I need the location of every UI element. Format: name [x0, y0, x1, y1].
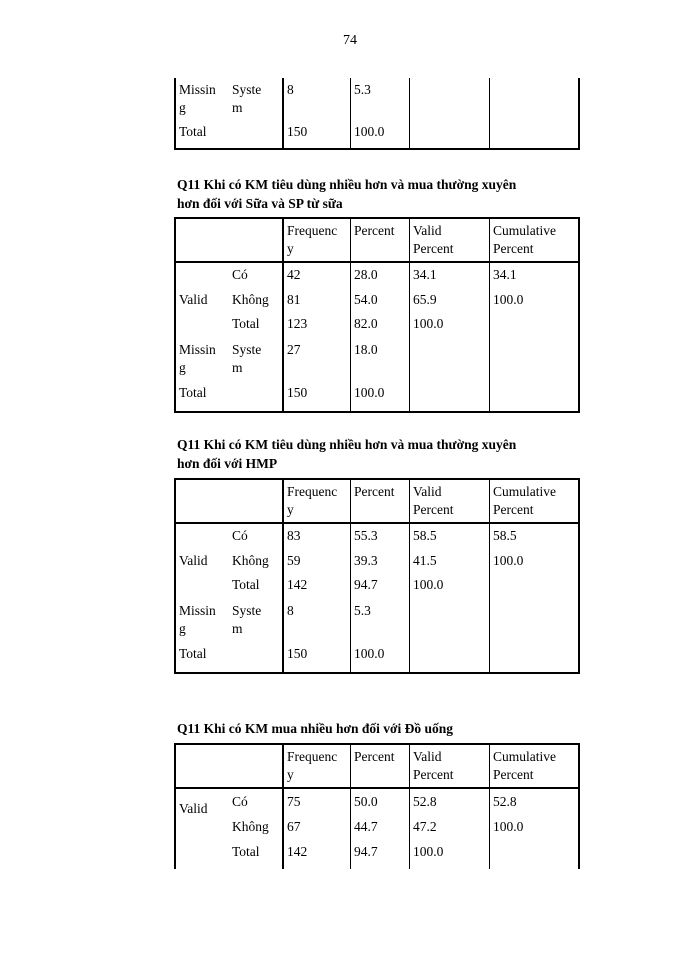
missing-percent: 5.3: [354, 603, 371, 618]
total-frequency: 150: [287, 385, 308, 400]
col-percent: Percent: [354, 223, 395, 238]
col-percent: Percent: [354, 484, 395, 499]
total-percent: 100.0: [354, 646, 385, 661]
frequency-table-continued: [174, 78, 580, 150]
col-valid-percent-line1: Valid: [413, 223, 442, 238]
col-frequency-line1: Frequenc: [287, 484, 338, 499]
row-label-khong: Không: [232, 292, 269, 307]
row-label-system-line1: Syste: [232, 342, 262, 357]
row-label-co: Có: [232, 794, 248, 809]
col-cumulative-line1: Cumulative: [493, 223, 556, 238]
row-label-valid-total: Total: [232, 577, 260, 592]
row-label-valid: Valid: [179, 292, 208, 307]
khong-frequency: 67: [287, 819, 301, 834]
missing-frequency: 8: [287, 82, 294, 97]
row-label-khong: Không: [232, 819, 269, 834]
valid-total-percent: 82.0: [354, 316, 378, 331]
caption-line-1: Q11 Khi có KM tiêu dùng nhiều hơn và mua thường xuyên: [177, 177, 517, 192]
total-frequency: 150: [287, 124, 308, 139]
caption-line-1: Q11 Khi có KM mua nhiều hơn đối với Đồ uống: [177, 721, 454, 736]
col-cumulative-line2: Percent: [493, 767, 534, 782]
row-label-total: Total: [179, 124, 207, 139]
col-frequency-line2: y: [287, 767, 294, 782]
col-cumulative-line2: Percent: [493, 241, 534, 256]
khong-percent: 39.3: [354, 553, 378, 568]
frequency-table-do-uong: [174, 743, 580, 869]
row-label-missing-line1: Missin: [179, 342, 216, 357]
row-label-co: Có: [232, 267, 248, 282]
row-label-valid: Valid: [179, 801, 208, 816]
table-caption-do-uong: [177, 719, 587, 738]
co-frequency: 42: [287, 267, 301, 282]
missing-frequency: 8: [287, 603, 294, 618]
caption-line-2: hơn đối với Sữa và SP từ sữa: [177, 196, 343, 211]
table-header: [176, 219, 578, 263]
co-percent: 50.0: [354, 794, 378, 809]
khong-valid-percent: 47.2: [413, 819, 437, 834]
row-label-system-line1: Syste: [232, 82, 262, 97]
total-frequency: 150: [287, 646, 308, 661]
caption-line-2: hơn đối với HMP: [177, 456, 278, 471]
col-valid-percent-line1: Valid: [413, 749, 442, 764]
co-cumulative: 52.8: [493, 794, 517, 809]
valid-total-frequency: 142: [287, 577, 308, 592]
frequency-table-hmp: [174, 478, 580, 674]
valid-total-valid-percent: 100.0: [413, 577, 444, 592]
row-label-system-line2: m: [232, 621, 243, 636]
total-percent: 100.0: [354, 124, 385, 139]
col-cumulative-line1: Cumulative: [493, 484, 556, 499]
khong-cumulative: 100.0: [493, 292, 524, 307]
row-label-system-line2: m: [232, 100, 243, 115]
col-valid-percent-line1: Valid: [413, 484, 442, 499]
valid-total-frequency: 123: [287, 316, 308, 331]
co-valid-percent: 34.1: [413, 267, 437, 282]
row-label-total: Total: [179, 385, 207, 400]
missing-frequency: 27: [287, 342, 301, 357]
col-cumulative-line1: Cumulative: [493, 749, 556, 764]
co-percent: 55.3: [354, 528, 378, 543]
valid-total-percent: 94.7: [354, 844, 378, 859]
table-caption-hmp: [177, 435, 587, 473]
col-frequency-line2: y: [287, 241, 294, 256]
row-label-valid: Valid: [179, 553, 208, 568]
table-caption-sua: [177, 175, 587, 213]
table-header: [176, 745, 578, 789]
row-label-system-line2: m: [232, 360, 243, 375]
col-cumulative-line2: Percent: [493, 502, 534, 517]
row-label-khong: Không: [232, 553, 269, 568]
col-valid-percent-line2: Percent: [413, 502, 454, 517]
khong-frequency: 81: [287, 292, 301, 307]
row-label-total: Total: [179, 646, 207, 661]
khong-cumulative: 100.0: [493, 819, 524, 834]
page-number: 74: [343, 33, 357, 48]
khong-percent: 44.7: [354, 819, 378, 834]
col-valid-percent-line2: Percent: [413, 767, 454, 782]
khong-cumulative: 100.0: [493, 553, 524, 568]
co-valid-percent: 58.5: [413, 528, 437, 543]
valid-total-valid-percent: 100.0: [413, 844, 444, 859]
col-frequency-line1: Frequenc: [287, 749, 338, 764]
row-label-missing-line1: Missin: [179, 603, 216, 618]
row-label-missing-line1: Missin: [179, 82, 216, 97]
row-label-valid-total: Total: [232, 316, 260, 331]
co-valid-percent: 52.8: [413, 794, 437, 809]
khong-percent: 54.0: [354, 292, 378, 307]
col-frequency-line1: Frequenc: [287, 223, 338, 238]
valid-total-frequency: 142: [287, 844, 308, 859]
table-header: [176, 480, 578, 524]
co-frequency: 75: [287, 794, 301, 809]
total-percent: 100.0: [354, 385, 385, 400]
co-frequency: 83: [287, 528, 301, 543]
co-cumulative: 34.1: [493, 267, 517, 282]
row-label-valid-total: Total: [232, 844, 260, 859]
co-cumulative: 58.5: [493, 528, 517, 543]
khong-frequency: 59: [287, 553, 301, 568]
col-percent: Percent: [354, 749, 395, 764]
missing-percent: 5.3: [354, 82, 371, 97]
row-label-missing-line2: g: [179, 100, 186, 115]
khong-valid-percent: 65.9: [413, 292, 437, 307]
row-label-missing-line2: g: [179, 360, 186, 375]
valid-total-percent: 94.7: [354, 577, 378, 592]
col-frequency-line2: y: [287, 502, 294, 517]
row-label-co: Có: [232, 528, 248, 543]
valid-total-valid-percent: 100.0: [413, 316, 444, 331]
row-label-system-line1: Syste: [232, 603, 262, 618]
missing-percent: 18.0: [354, 342, 378, 357]
frequency-table-sua: [174, 217, 580, 413]
col-valid-percent-line2: Percent: [413, 241, 454, 256]
co-percent: 28.0: [354, 267, 378, 282]
caption-line-1: Q11 Khi có KM tiêu dùng nhiều hơn và mua thường xuyên: [177, 437, 517, 452]
row-label-missing-line2: g: [179, 621, 186, 636]
khong-valid-percent: 41.5: [413, 553, 437, 568]
